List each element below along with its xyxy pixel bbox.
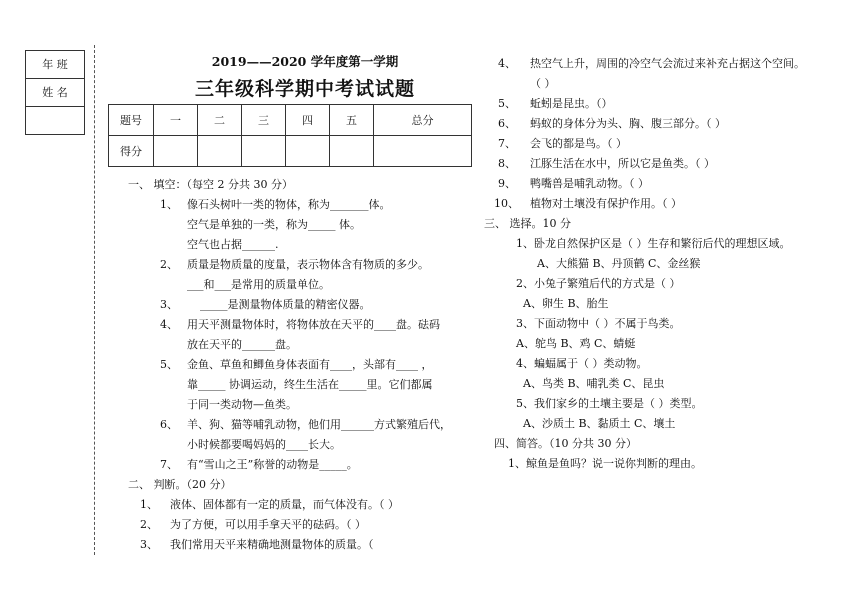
question-number: 4、 [498, 57, 516, 70]
question-number: 8、 [498, 157, 516, 170]
choice-options: A、沙质土 B、黏质土 C、壤土 [523, 417, 676, 430]
question-text: _____是测量物体质量的精密仪器。 [200, 298, 371, 311]
question-text: 蚂蚁的身体分为头、胸、腹三部分。（ ） [530, 117, 726, 130]
question-number: 5、 [498, 97, 516, 110]
section-judge-title: 二、 判断。（20 分） [128, 478, 232, 491]
question-text: 热空气上升，周围的冷空气会流过来补充占据这个空间。 [530, 57, 805, 70]
question-text: 鸭嘴兽是哺乳动物。（ ） [530, 177, 649, 190]
question-number: 2、 [140, 518, 158, 531]
question-text: 4、蝙蝠属于（ ）类动物。 [516, 357, 648, 370]
question-text: 江豚生活在水中，所以它是鱼类。（ ） [530, 157, 715, 170]
question-text: 为了方便，可以用手拿天平的砝码。（ ） [170, 518, 366, 531]
question-number: 6、 [160, 418, 178, 431]
question-text: 金鱼、草鱼和鲫鱼身体表面有____，头部有____ ， [187, 358, 433, 371]
section-fill-blank-title: 一、 填空：（每空 2 分共 30 分） [128, 178, 293, 191]
choice-options: A、鸵鸟 B、鸡 C、蜻蜓 [516, 337, 636, 350]
question-text: 蚯蚓是昆虫。（） [530, 97, 613, 110]
question-text: （ ） [530, 77, 556, 90]
question-number: 1、 [140, 498, 158, 511]
question-text: 像石头树叶一类的物体，称为_______体。 [187, 198, 391, 211]
question-text: 1、卧龙自然保护区是（ ）生存和繁衍后代的理想区域。 [516, 237, 791, 250]
question-text: 液体、固体都有一定的质量，而气体没有。（ ） [170, 498, 399, 511]
question-number: 3、 [160, 298, 178, 311]
question-text: 于同一类动物—鱼类。 [187, 398, 297, 411]
exam-title: 三年级科学期中考试试题 [194, 78, 415, 100]
question-number: 9、 [498, 177, 516, 190]
question-number: 2、 [160, 258, 178, 271]
choice-options: A、大熊猫 B、丹顶鹤 C、金丝猴 [537, 257, 701, 270]
question-text: 2、小兔子繁殖后代的方式是（ ） [516, 277, 681, 290]
score-cell[interactable] [154, 136, 198, 167]
question-text: 5、我们家乡的土壤主要是（ ）类型。 [516, 397, 703, 410]
score-cell[interactable] [242, 136, 286, 167]
question-text: 植物对土壤没有保护作用。（ ） [530, 197, 682, 210]
choice-options: A、卵生 B、胎生 [523, 297, 609, 310]
binding-cut-line [94, 45, 95, 555]
score-header-cell: 题号 [109, 105, 154, 136]
question-text: 会飞的都是鸟。（ ） [530, 137, 627, 150]
student-info-box [25, 50, 85, 135]
section-choice-title: 三、 选择。10 分 [484, 217, 571, 230]
question-text: 用天平测量物体时，将物体放在天平的____盘。砝码 [187, 318, 440, 331]
question-number: 7、 [160, 458, 178, 471]
name-field[interactable] [26, 79, 84, 107]
score-header-cell: 一 [154, 105, 198, 136]
score-cell[interactable] [198, 136, 242, 167]
question-number: 6、 [498, 117, 516, 130]
question-text: 羊、狗、猫等哺乳动物，他们用______方式繁殖后代， [187, 418, 451, 431]
score-cell[interactable] [374, 136, 472, 167]
question-text: 小时候都要喝妈妈的____长大。 [187, 438, 341, 451]
score-row-label: 得分 [109, 136, 154, 167]
question-number: 1、 [160, 198, 178, 211]
question-number: 4、 [160, 318, 178, 331]
score-header-cell: 四 [286, 105, 330, 136]
question-text: ___和___是常用的质量单位。 [187, 278, 330, 291]
class-label: 年 班 [42, 58, 68, 71]
score-header-cell: 总分 [374, 105, 472, 136]
score-header-cell: 三 [242, 105, 286, 136]
question-number: 7、 [498, 137, 516, 150]
question-text: 放在天平的______盘。 [187, 338, 297, 351]
blank-field[interactable] [26, 107, 84, 134]
school-year: 2019——2020 学年度第一学期 [211, 54, 399, 69]
name-label: 姓 名 [42, 86, 68, 99]
score-table [108, 104, 472, 167]
score-header-cell: 五 [330, 105, 374, 136]
question-text: 有“雪山之王”称誉的动物是_____。 [187, 458, 358, 471]
question-text: 3、下面动物中（ ）不属于鸟类。 [516, 317, 681, 330]
question-number: 3、 [140, 538, 158, 551]
question-text: 我们常用天平来精确地测量物体的质量。（ [170, 538, 374, 551]
question-text: 空气也占据______. [187, 238, 279, 251]
question-text: 靠_____ 协调运动，终生生活在_____里。它们都属 [187, 378, 433, 391]
question-text: 空气是单独的一类，称为_____ 体。 [187, 218, 361, 231]
score-header-row [109, 105, 472, 136]
question-number: 10、 [494, 197, 519, 210]
choice-options: A、鸟类 B、哺乳类 C、昆虫 [523, 377, 665, 390]
question-text: 质量是物质量的度量，表示物体含有物质的多少。 [187, 258, 429, 271]
score-header-cell: 二 [198, 105, 242, 136]
score-cell[interactable] [330, 136, 374, 167]
score-cell[interactable] [286, 136, 330, 167]
score-row [109, 136, 472, 167]
section-short-answer-title: 四、简答。（10 分共 30 分） [494, 437, 637, 450]
class-field[interactable] [26, 51, 84, 79]
question-text: 1、鲸鱼是鱼吗？说一说你判断的理由。 [508, 457, 702, 470]
question-number: 5、 [160, 358, 178, 371]
